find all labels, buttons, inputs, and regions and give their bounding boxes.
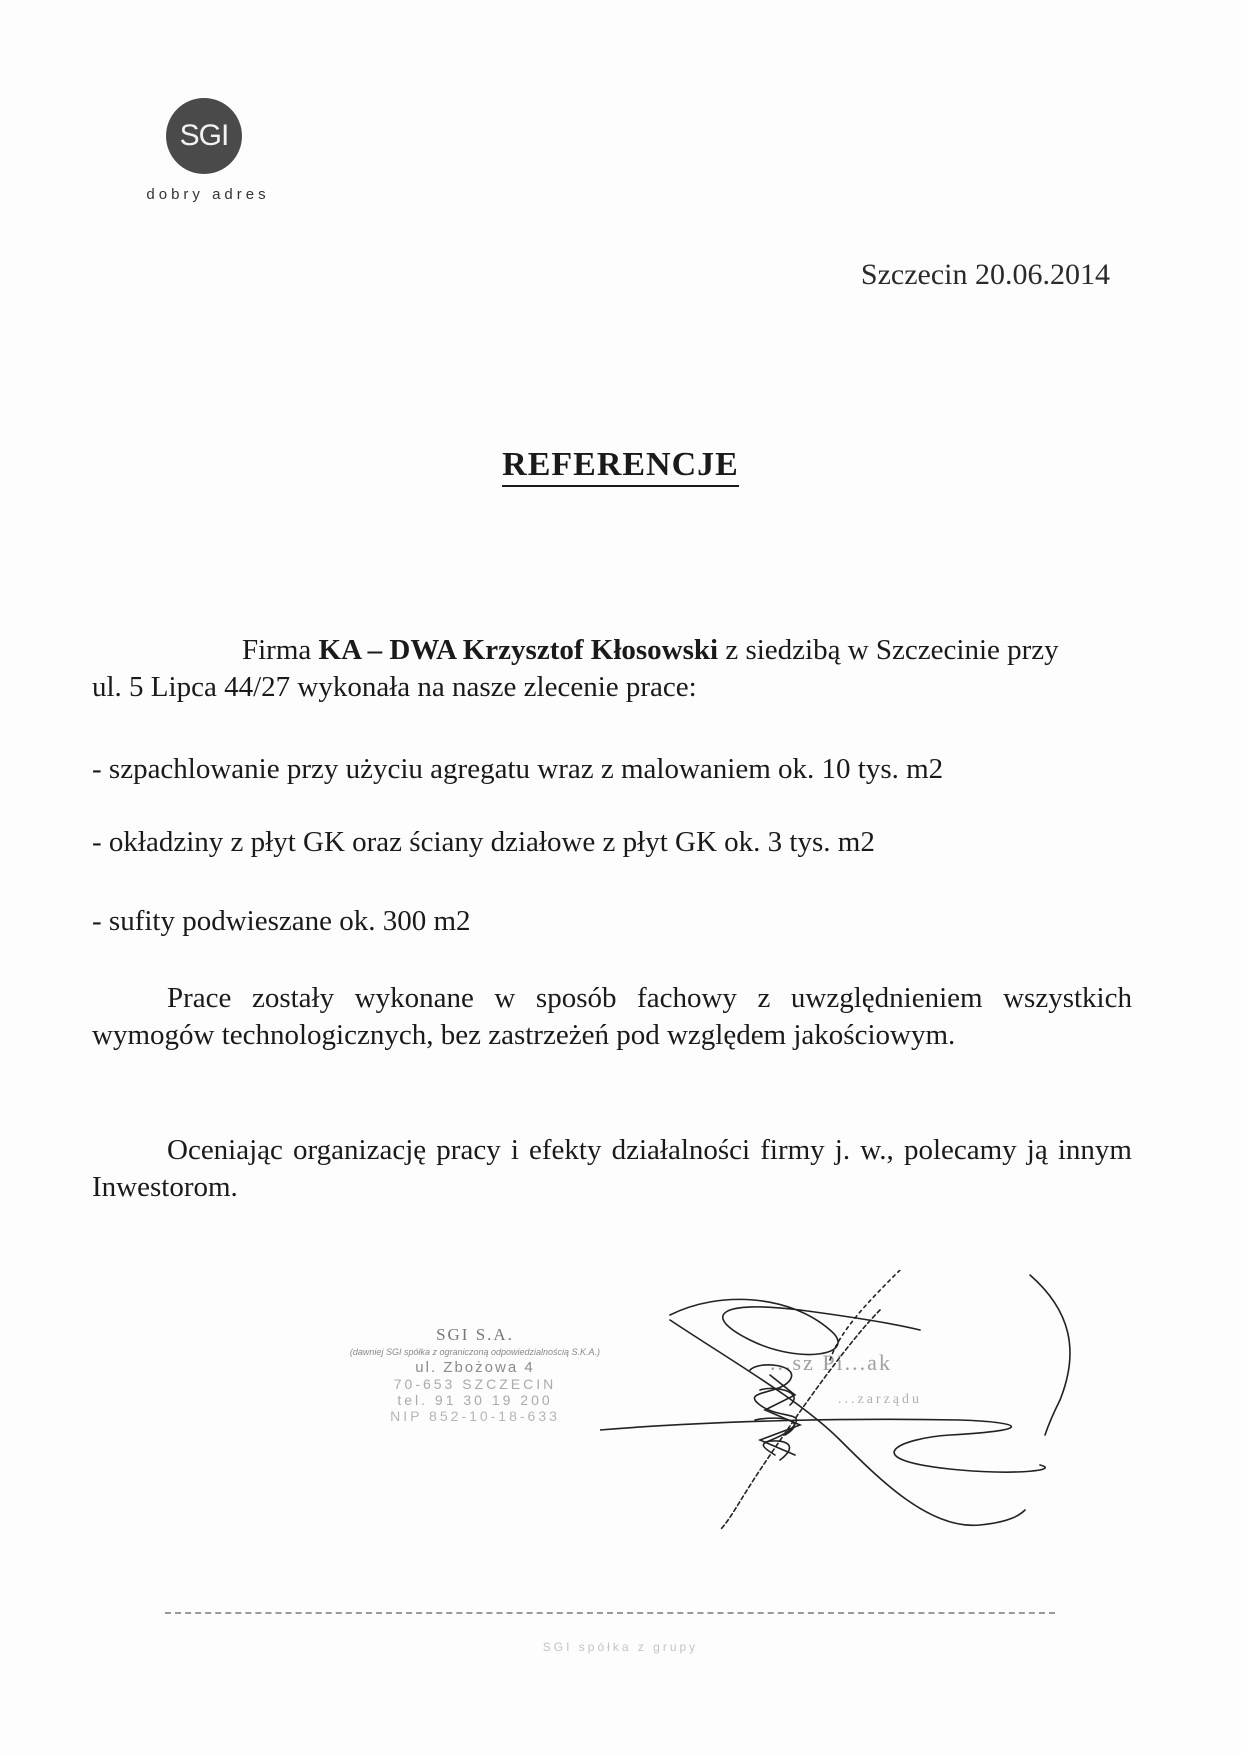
- stamp-phone: tel. 91 30 19 200: [397, 1392, 553, 1408]
- intro-line1-rest: z siedzibą w Szczecinie przy: [718, 634, 1059, 666]
- footer-text: SGI spółka z grupy: [542, 1640, 699, 1654]
- stamp-company: SGI S.A.: [436, 1325, 514, 1344]
- company-logo: [130, 98, 280, 208]
- quality-text: Prace zostały wykonane w sposób fachowy z uwzględnieniem wszystkich wymogów technologicznych, bez zastrzeżeń pod względem jakościowym.: [92, 982, 1132, 1051]
- intro-line2: ul. 5 Lipca 44/27 wykonała na nasze zlecenie prace:: [92, 671, 697, 703]
- document-title: [0, 446, 1241, 484]
- recommendation-text: Oceniając organizację pracy i efekty działalności firmy j. w., polecamy ją innym Inwestorom.: [92, 1134, 1132, 1203]
- logo-mark-text: SGI: [179, 119, 229, 152]
- recommendation-paragraph: [92, 1132, 1132, 1206]
- work-item: - sufity podwieszane ok. 300 m2: [92, 905, 471, 937]
- quality-paragraph: [92, 980, 1132, 1054]
- work-item: - okładziny z płyt GK oraz ściany działowe z płyt GK ok. 3 tys. m2: [92, 826, 875, 858]
- intro-prefix: Firma: [242, 634, 319, 666]
- signatory-stamp-name: ...sz Pi...ak: [770, 1350, 892, 1375]
- stamp-former-name: (dawniej SGI spółka z ograniczoną odpowiedzialnością S.K.A.): [349, 1347, 601, 1357]
- company-stamp: [330, 1325, 620, 1424]
- signatory-stamp-role: ...zarządu: [838, 1392, 923, 1407]
- work-item: - szpachlowanie przy użyciu agregatu wraz z malowaniem ok. 10 tys. m2: [92, 753, 944, 785]
- footer-divider: [165, 1612, 1055, 1614]
- handwritten-signature: [600, 1270, 1100, 1540]
- intro-paragraph: [92, 632, 1132, 706]
- logo-tagline: dobry adres: [146, 186, 270, 203]
- company-name: KA – DWA Krzysztof Kłosowski: [318, 634, 719, 666]
- stamp-nip: NIP 852-10-18-633: [390, 1408, 560, 1424]
- stamp-city: 70-653 SZCZECIN: [393, 1376, 557, 1392]
- title-text: REFERENCJE: [502, 446, 739, 487]
- stamp-street: ul. Zbożowa 4: [415, 1359, 535, 1376]
- letter-date: Szczecin 20.06.2014: [860, 258, 1110, 291]
- sgi-logo-mark: [166, 98, 242, 174]
